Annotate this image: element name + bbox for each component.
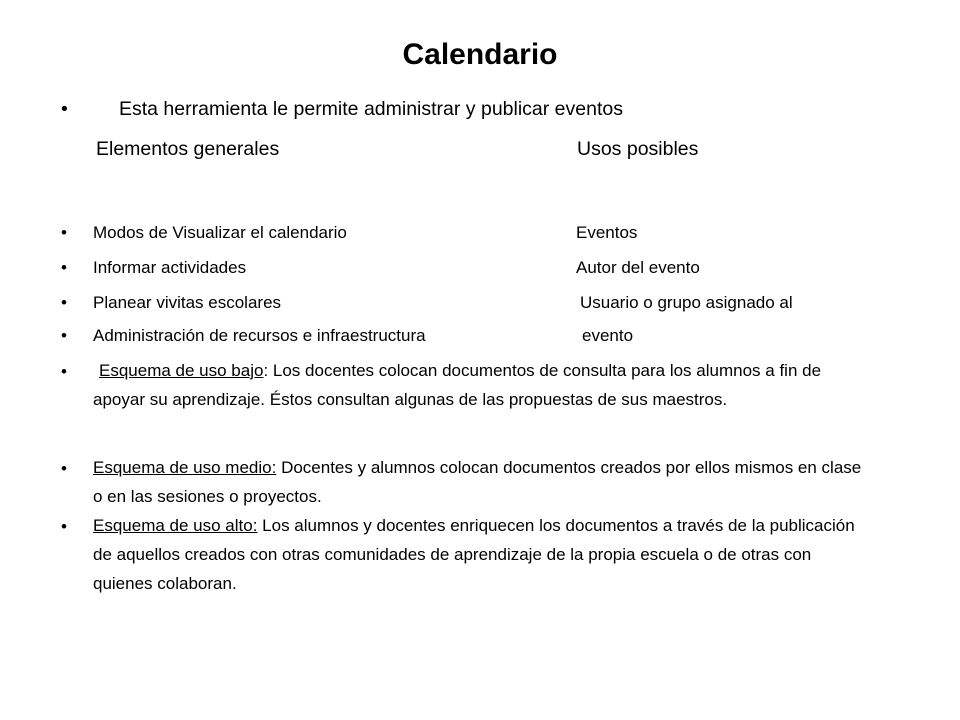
scheme-label: Esquema de uso medio:	[93, 458, 277, 477]
header-usos-posibles: Usos posibles	[577, 138, 699, 160]
header-elementos-generales: Elementos generales	[96, 138, 280, 160]
scheme-label: Esquema de uso alto:	[93, 516, 258, 535]
scheme-high	[93, 511, 863, 598]
row-left: Planear vivitas escolares	[93, 293, 282, 312]
bullet-icon: •	[61, 517, 67, 536]
bullet-icon: •	[61, 293, 67, 312]
bullet-icon: •	[61, 459, 67, 478]
scheme-label: Esquema de uso bajo	[99, 361, 264, 380]
bullet-icon: •	[61, 326, 67, 345]
row-right: Eventos	[576, 223, 638, 242]
scheme-text: Docentes y alumnos colocan documentos creados por ellos mismos en clase o en las sesiones o proyectos.	[93, 458, 862, 506]
row-right: Usuario o grupo asignado al	[580, 293, 793, 312]
row-left: Administración de recursos e infraestructura	[93, 326, 426, 345]
slide-title: Calendario	[402, 38, 558, 71]
bullet-icon: •	[61, 258, 67, 277]
bullet-icon: •	[61, 98, 68, 120]
scheme-low	[93, 356, 863, 414]
scheme-text: Los alumnos y docentes enriquecen los documentos a través de la publicación de aquellos creados con otras comunidades de aprendizaje de la propia escuela o de otras con quienes colaboran.	[93, 516, 855, 593]
row-left: Informar actividades	[93, 258, 247, 277]
row-left: Modos de Visualizar el calendario	[93, 223, 347, 242]
row-right: evento	[582, 326, 634, 345]
bullet-icon: •	[61, 223, 67, 242]
scheme-text: : Los docentes colocan documentos de consulta para los alumnos a fin de apoyar su aprendizaje. Éstos consultan algunas de las propuestas de sus maestros.	[93, 361, 822, 409]
bullet-icon: •	[61, 362, 67, 381]
intro-text: Esta herramienta le permite administrar y publicar eventos	[119, 98, 623, 120]
row-right: Autor del evento	[576, 258, 700, 277]
scheme-medium	[93, 453, 863, 511]
